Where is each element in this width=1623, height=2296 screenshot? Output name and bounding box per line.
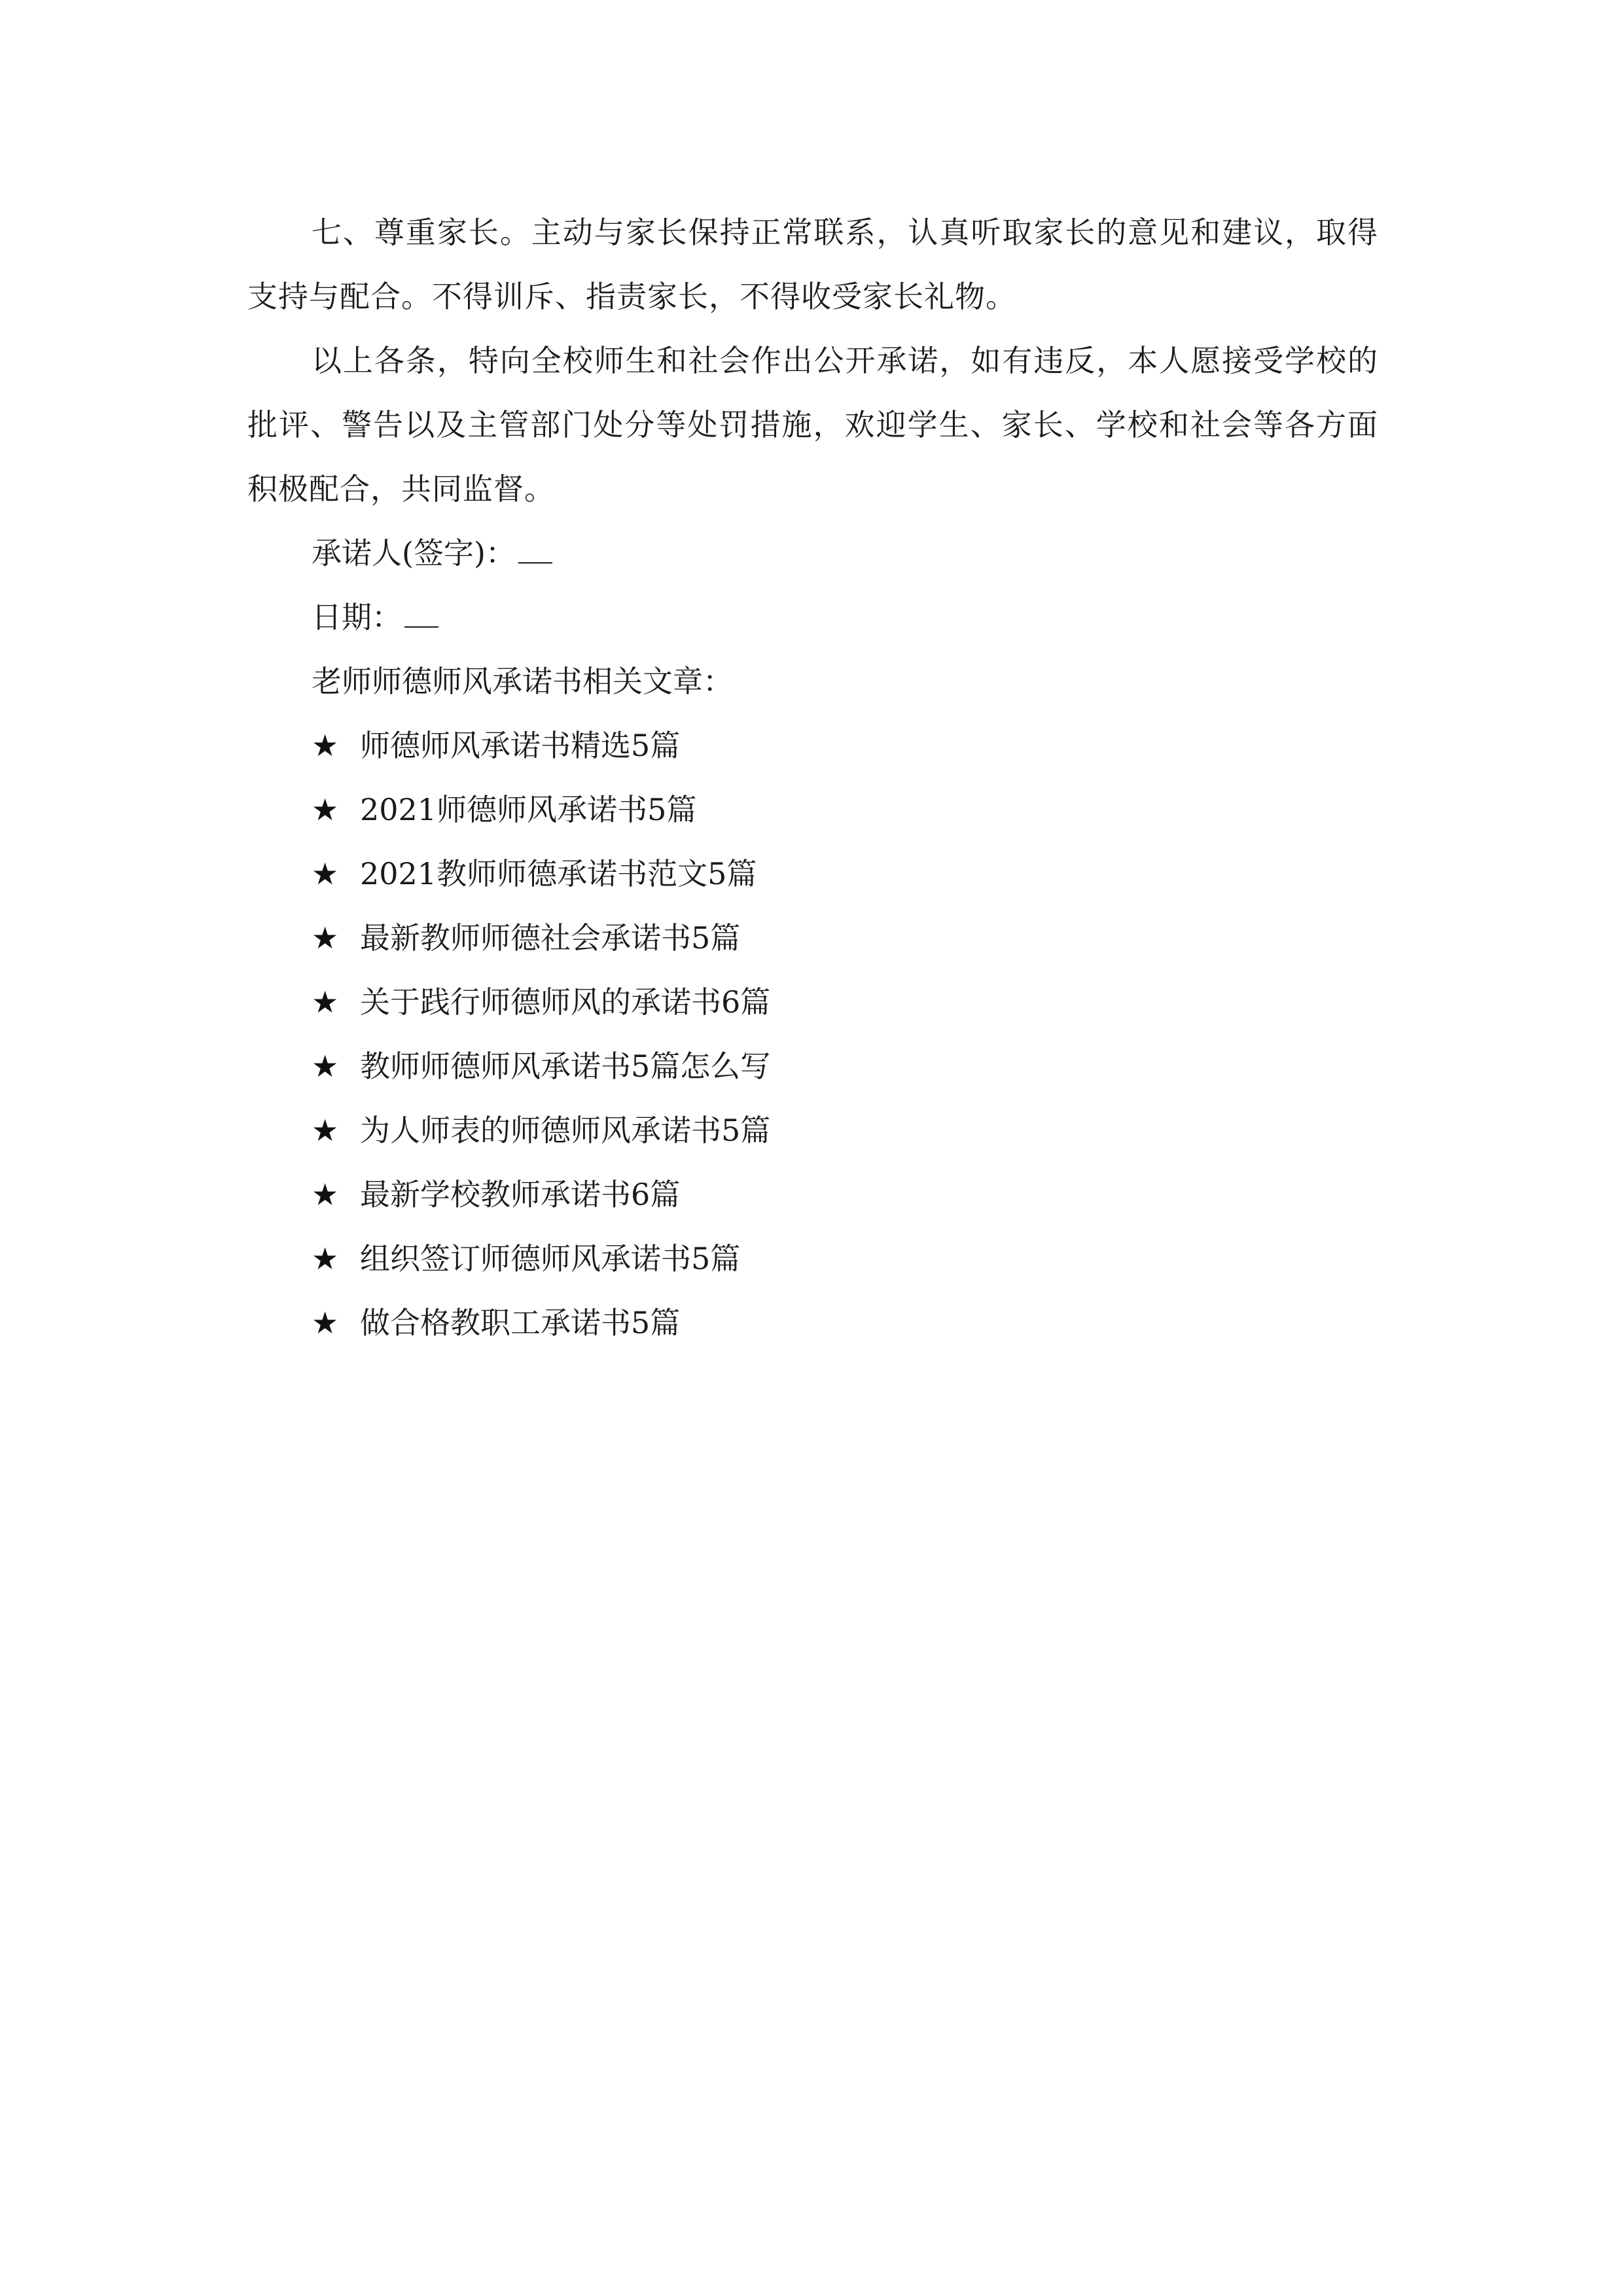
- list-item: [247, 1227, 1378, 1291]
- related-article-link[interactable]: 做合格教职工承诺书5篇: [360, 1305, 681, 1340]
- star-icon: ★: [312, 1113, 339, 1148]
- signature-label: 承诺人(签字)：: [312, 535, 516, 571]
- list-item: [247, 778, 1378, 842]
- related-article-link[interactable]: 关于践行师德师风的承诺书6篇: [360, 984, 771, 1020]
- related-articles-list: [247, 713, 1378, 1355]
- star-icon: ★: [312, 792, 339, 827]
- star-icon: ★: [312, 1305, 339, 1340]
- related-article-link[interactable]: 组织签订师德师风承诺书5篇: [360, 1241, 741, 1276]
- star-icon: ★: [312, 1177, 339, 1212]
- signature-blank[interactable]: [518, 540, 552, 564]
- list-item: [247, 906, 1378, 970]
- related-article-link[interactable]: 2021教师师德承诺书范文5篇: [360, 856, 757, 891]
- related-heading: 老师师德师风承诺书相关文章：: [312, 664, 733, 699]
- list-item: [247, 1291, 1378, 1355]
- list-item: [247, 1034, 1378, 1098]
- star-icon: ★: [312, 1241, 339, 1276]
- related-article-link[interactable]: 2021师德师风承诺书5篇: [360, 792, 697, 827]
- star-icon: ★: [312, 1049, 339, 1084]
- list-item: [247, 842, 1378, 906]
- related-article-link[interactable]: 最新教师师德社会承诺书5篇: [360, 920, 741, 956]
- list-item: [247, 970, 1378, 1034]
- list-item: [247, 713, 1378, 778]
- star-icon: ★: [312, 920, 339, 956]
- star-icon: ★: [312, 856, 339, 891]
- star-icon: ★: [312, 728, 339, 763]
- paragraph-respect-parents: 七、尊重家长。主动与家长保持正常联系，认真听取家长的意见和建议，取得支持与配合。不得训斥、指责家长，不得收受家长礼物。: [247, 215, 1378, 314]
- list-item: [247, 1098, 1378, 1162]
- list-item: [247, 1162, 1378, 1227]
- date-blank[interactable]: [404, 604, 438, 628]
- related-article-link[interactable]: 最新学校教师承诺书6篇: [360, 1177, 681, 1212]
- date-label: 日期：: [312, 600, 402, 635]
- star-icon: ★: [312, 984, 339, 1020]
- signature-line: [247, 521, 1378, 585]
- related-article-link[interactable]: 教师师德师风承诺书5篇怎么写: [360, 1049, 771, 1084]
- related-article-link[interactable]: 师德师风承诺书精选5篇: [360, 728, 681, 763]
- related-article-link[interactable]: 为人师表的师德师风承诺书5篇: [360, 1113, 771, 1148]
- date-line: [247, 585, 1378, 649]
- paragraph-public-commitment: 以上各条，特向全校师生和社会作出公开承诺，如有违反，本人愿接受学校的批评、警告以及主管部门处分等处罚措施，欢迎学生、家长、学校和社会等各方面积极配合，共同监督。: [247, 343, 1378, 507]
- document-body: [247, 200, 1378, 1355]
